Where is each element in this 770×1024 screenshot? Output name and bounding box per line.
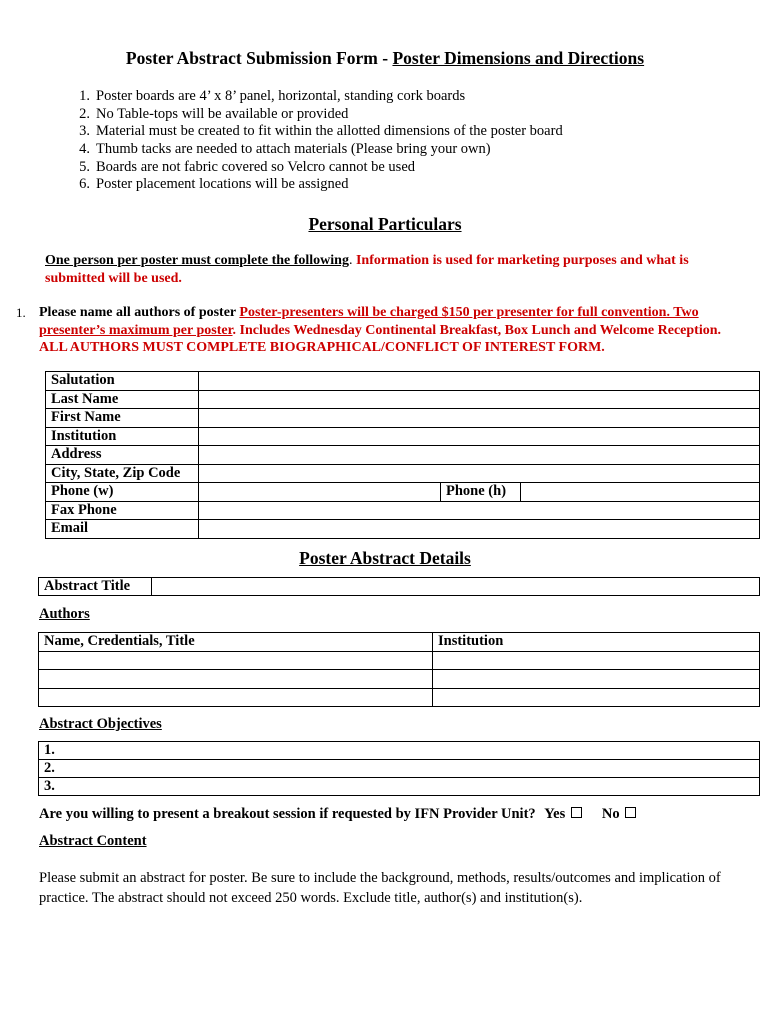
author-name-field[interactable] [39,651,433,670]
table-row[interactable] [39,760,760,778]
table-row [46,464,760,483]
yes-checkbox[interactable] [571,807,582,818]
authors-label: Authors [39,606,90,622]
no-label: No [601,806,620,822]
table-row [46,427,760,446]
direction-item: 3. Material must be created to fit within the allotted dimensions of the poster board [79,123,563,140]
no-checkbox[interactable] [625,807,636,818]
table-row [46,446,760,465]
abstract-instructions: Please submit an abstract for poster. Be sure to include the background, methods, results/outcomes and implication of practice. The abstract should not exceed 250 words. Exclude title, author(s) and institution(s). [39,870,721,906]
objective-field[interactable]: 3. [39,778,760,796]
author-name-field[interactable] [39,688,433,707]
authors-col-name: Name, Credentials, Title [39,633,433,652]
first-name-field[interactable] [199,409,760,428]
item-number: 1. [16,305,26,320]
table-row [46,483,760,502]
item-red-underlined: Poster-presenters will be charged $150 per presenter for full convention. Two presenter’s maximum per poster [39,305,699,338]
objectives-table [38,741,760,796]
abstract-title-table [38,577,760,596]
directions-list [50,88,563,194]
phone-w-field[interactable] [199,483,441,502]
personal-info-table [45,371,760,539]
direction-item: 6. Poster placement locations will be assigned [79,176,349,193]
author-institution-field[interactable] [433,670,760,689]
email-label: Email [46,520,199,539]
objective-field[interactable]: 2. [39,760,760,778]
authors-col-institution: Institution [433,633,760,652]
yes-label: Yes [544,806,566,822]
direction-item: 1. Poster boards are 4’ x 8’ panel, horizontal, standing cork boards [79,88,466,104]
institution-field[interactable] [199,427,760,446]
table-row [46,372,760,391]
authors-instruction [16,304,746,357]
abstract-title-label: Abstract Title [39,578,152,596]
intro-red-note: Information is used for marketing purposes and what is submitted will be used. [45,253,689,286]
table-row [46,390,760,409]
personal-intro: One person per poster must complete the following. Information is used for marketing purposes and what is submitted will be used. [45,253,689,286]
page-title-link: Poster Dimensions and Directions [392,48,645,68]
address-label: Address [46,446,199,465]
fax-label: Fax Phone [46,501,199,520]
item-red-rest: . Includes Wednesday Continental Breakfast, Box Lunch and Welcome Reception. ALL AUTHORS MUST COMPLETE BIOGRAPHICAL/CONFLICT OF INTEREST FORM. [39,322,722,355]
table-row [39,651,760,670]
abstract-title-field[interactable] [152,578,760,596]
personal-particulars-heading: Personal Particulars [308,214,462,234]
table-row [39,670,760,689]
table-row [39,633,760,652]
table-row [46,501,760,520]
direction-item: 4. Thumb tacks are needed to attach materials (Please bring your own) [79,141,491,158]
table-row [39,578,760,596]
table-row [46,520,760,539]
objective-field[interactable]: 1. [39,742,760,760]
last-name-label: Last Name [46,390,199,409]
phone-w-label: Phone (w) [46,483,199,502]
direction-item: 2. No Table-tops will be available or provided [79,105,349,122]
item-label: Please name all authors of poster [39,305,240,320]
content-label: Abstract Content [39,833,147,849]
city-state-zip-label: City, State, Zip Code [46,464,199,483]
author-institution-field[interactable] [433,688,760,707]
table-row[interactable] [39,742,760,760]
city-state-zip-field[interactable] [199,464,760,483]
table-row[interactable] [39,778,760,796]
address-field[interactable] [199,446,760,465]
page-title [0,48,770,69]
email-field[interactable] [199,520,760,539]
first-name-label: First Name [46,409,199,428]
direction-item: 5. Boards are not fabric covered so Velcro cannot be used [79,158,416,175]
objectives-label: Abstract Objectives [39,716,162,732]
salutation-field[interactable] [199,372,760,391]
author-name-field[interactable] [39,670,433,689]
page-title-prefix: Poster Abstract Submission Form - [125,48,393,68]
phone-h-field[interactable] [521,483,760,502]
abstract-details-heading: Poster Abstract Details [299,548,471,568]
table-row [39,688,760,707]
fax-field[interactable] [199,501,760,520]
table-row [46,409,760,428]
last-name-field[interactable] [199,390,760,409]
institution-label: Institution [46,427,199,446]
salutation-label: Salutation [46,372,199,391]
intro-underlined: One person per poster must complete the following [45,253,349,268]
authors-table [38,632,760,707]
phone-h-label: Phone (h) [441,483,521,502]
breakout-question [39,806,640,823]
breakout-question-text: Are you willing to present a breakout session if requested by IFN Provider Unit? [39,806,536,822]
author-institution-field[interactable] [433,651,760,670]
